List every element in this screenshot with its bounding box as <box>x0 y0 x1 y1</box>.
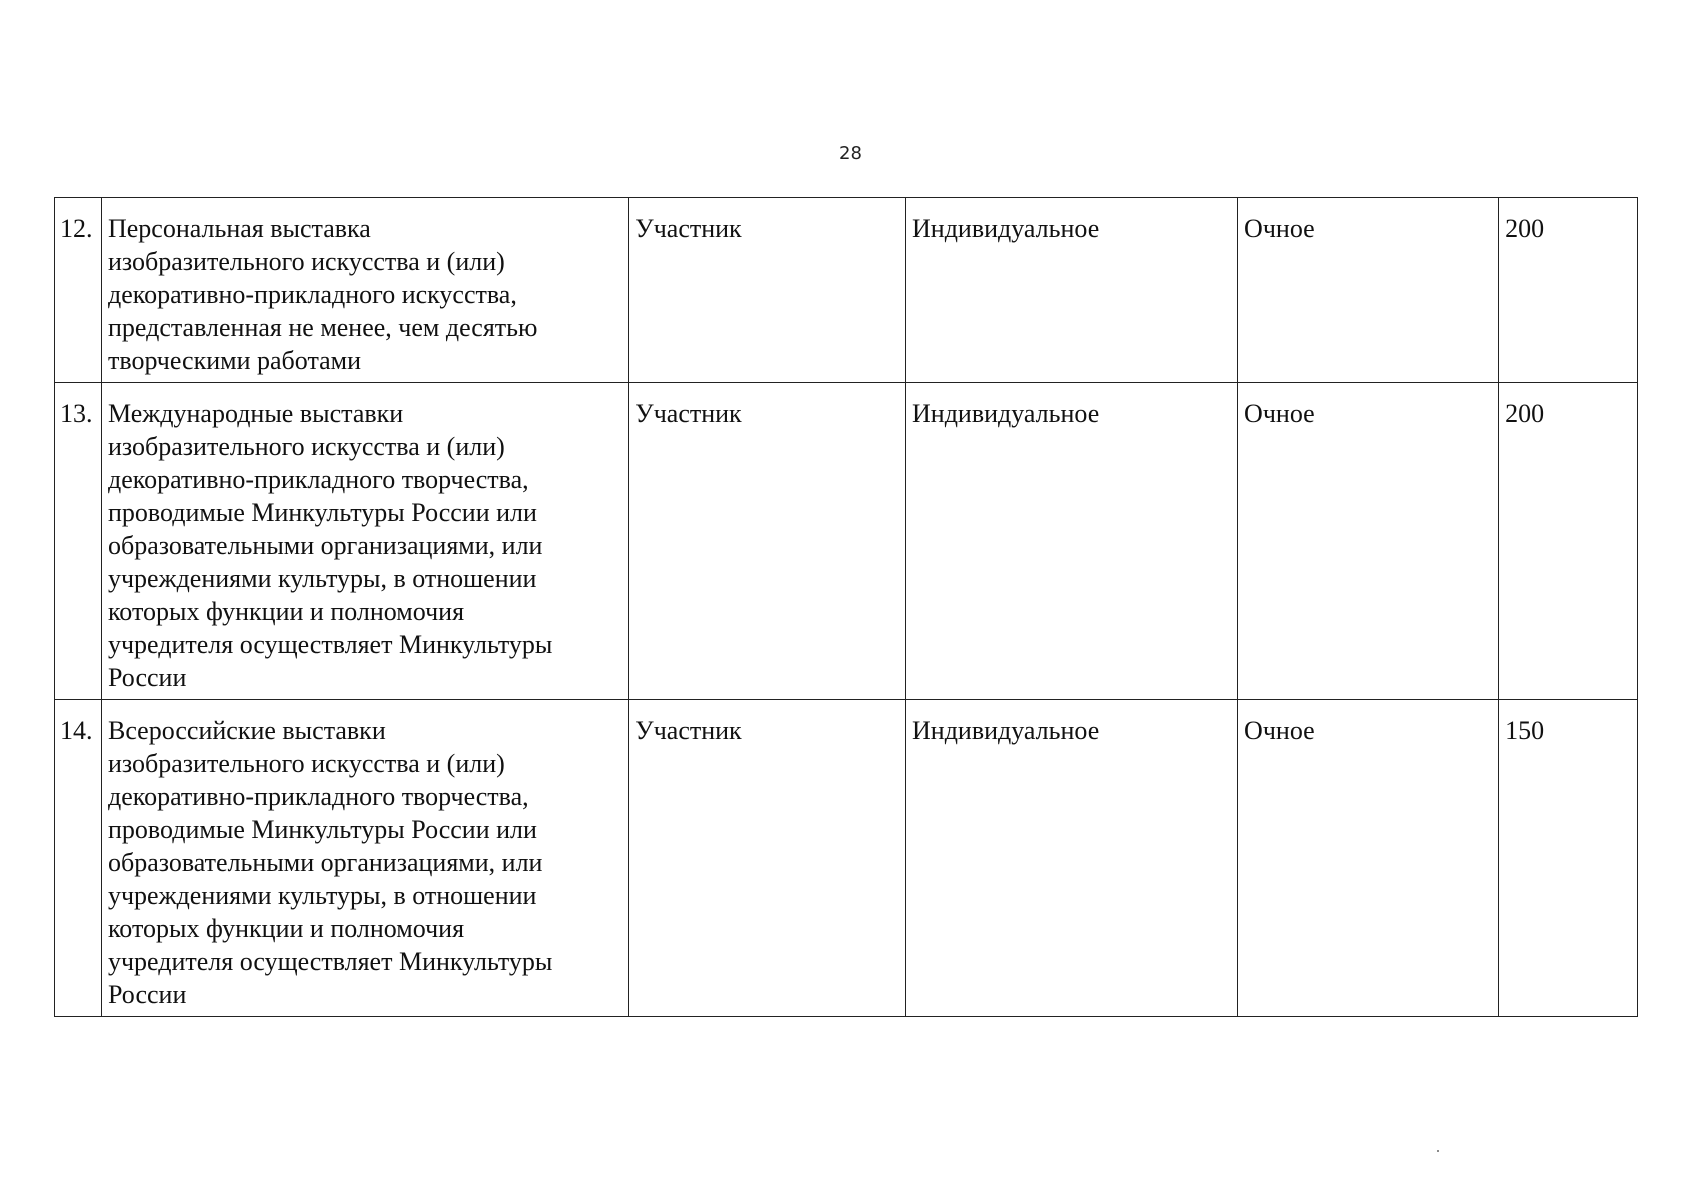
achievement-title: Персональная выставка изобразительного искусства и (или) декоративно-прикладного искусства, представленная не менее, чем десятью творческими работами <box>101 198 628 383</box>
table-row <box>55 383 1638 700</box>
scan-speck <box>1437 1150 1439 1152</box>
participation-type: Индивидуальное <box>906 383 1238 700</box>
points-value: 150 <box>1499 700 1638 1017</box>
row-number: 12. <box>55 198 102 383</box>
achievement-title: Всероссийские выставки изобразительного искусства и (или) декоративно-прикладного творчества, проводимые Минкультуры России или образовательными организациями, или учреждениями культуры, в отношении которых функции и полномочия учредителя осуществляет Минкультуры России <box>101 700 628 1017</box>
points-value: 200 <box>1499 383 1638 700</box>
achievements-table <box>54 197 1638 1017</box>
table-row <box>55 700 1638 1017</box>
table-row <box>55 198 1638 383</box>
participation-status: Участник <box>629 198 906 383</box>
participation-form: Очное <box>1238 198 1499 383</box>
participation-form: Очное <box>1238 383 1499 700</box>
page-number: 28 <box>839 143 862 164</box>
achievement-title: Международные выставки изобразительного искусства и (или) декоративно-прикладного творчества, проводимые Минкультуры России или образовательными организациями, или учреждениями культуры, в отношении которых функции и полномочия учредителя осуществляет Минкультуры России <box>101 383 628 700</box>
points-value: 200 <box>1499 198 1638 383</box>
participation-form: Очное <box>1238 700 1499 1017</box>
participation-type: Индивидуальное <box>906 700 1238 1017</box>
participation-type: Индивидуальное <box>906 198 1238 383</box>
row-number: 14. <box>55 700 102 1017</box>
participation-status: Участник <box>629 700 906 1017</box>
row-number: 13. <box>55 383 102 700</box>
participation-status: Участник <box>629 383 906 700</box>
